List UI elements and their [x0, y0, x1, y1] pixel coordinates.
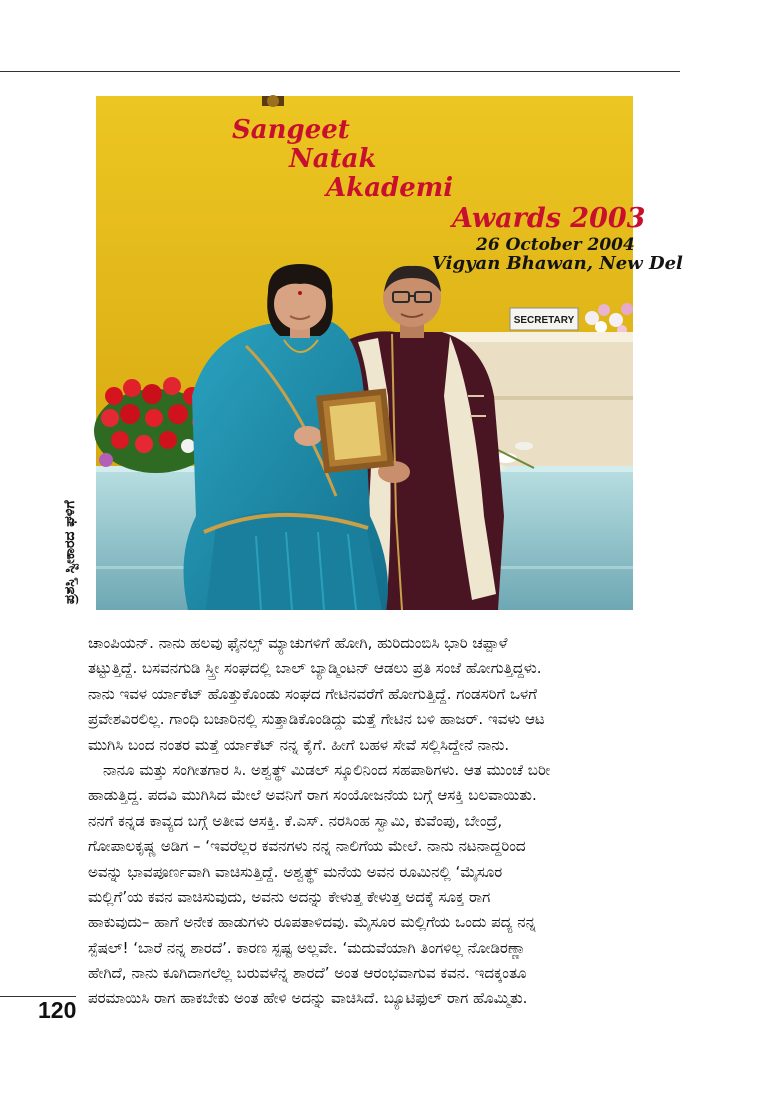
text-line: ಪರಮಾಯಿಸಿ ರಾಗ ಹಾಕಬೇಕು ಅಂತ ಹೇಳಿ ಅದನ್ನು ವಾಚಿಸಿದೆ. ಬ್ಯೂಟಿಫುಲ್ ರಾಗ ಹೊಮ್ಮಿತು. — [88, 989, 528, 1008]
text-line: ಚಾಂಪಿಯನ್. ನಾನು ಹಲವು ಫೈನಲ್ಸ್ ಮ್ಯಾಚುಗಳಿಗೆ ಹೋಗಿ, ಹುರಿದುಂಬಿಸಿ ಭಾರಿ ಚಪ್ಪಾಳೆ — [88, 634, 508, 652]
award-plaque — [316, 388, 394, 473]
secretary-sign — [510, 308, 578, 330]
banner-sangeet: Sangeet — [232, 115, 350, 145]
text-line: ಮಲ್ಲಿಗೆ’ಯ ಕವನ ವಾಚಿಸುವುದು, ಅವನು ಅದನ್ನು ಕೇಳುತ್ತ ಕೇಳುತ್ತ ಅದಕ್ಕೆ ಸೂಕ್ತ ರಾಗ — [88, 887, 491, 906]
secretary-sign-text: SECRETARY — [513, 315, 575, 326]
text-line: ಹೇಗಿದೆ, ನಾನು ಕೂಗಿದಾಗಲೆಲ್ಲ ಬರುವಳೆನ್ನ ಶಾರದೆ’ ಅಂತ ಆರಂಭವಾಗುವ ಕವನ. ಇದಕ್ಕಂತೂ — [88, 964, 527, 983]
text-line: ಗೋಪಾಲಕೃಷ್ಣ ಅಡಿಗ – ‘ಇವರೆಲ್ಲರ ಕವನಗಳು ನನ್ನ ನಾಲಿಗೆಯ ಮೇಲೆ. ನಾನು ನಟನಾದ್ದರಿಂದ — [88, 837, 526, 856]
text-line: ನಾನೂ ಮತ್ತು ಸಂಗೀತಗಾರ ಸಿ. ಅಶ್ವತ್ಥ್ ಮಿಡಲ್ ಸ್ಕೂಲಿನಿಂದ ಸಹಪಾಠಿಗಳು. ಆತ ಮುಂಚೆ ಬರೀ — [103, 760, 551, 779]
text-line: ಮುಗಿಸಿ ಬಂದ ನಂತರ ಮತ್ತೆ ರ್ಯಾಕೆಟ್ ನನ್ನ ಕೈಗೆ. ಹೀಗೆ ಬಹಳ ಸೇವೆ ಸಲ್ಲಿಸಿದ್ದೇನೆ ನಾನು. — [88, 735, 510, 754]
woman-hand — [294, 426, 322, 446]
text-line: ಹಾಕುವುದು– ಹಾಗೆ ಅನೇಕ ಹಾಡುಗಳು ರೂಪತಾಳಿದವು. ಮೈಸೂರ ಮಲ್ಲಿಗೆಯ ಒಂದು ಪದ್ಯ ನನ್ನ — [88, 913, 536, 932]
body-text — [88, 631, 688, 1012]
text-line: ಸ್ಪೆಷಲ್! ‘ಬಾರೆ ನನ್ನ ಶಾರದೆ’. ಕಾರಣ ಸ್ಪಷ್ಟ ಅಲ್ಲವೇ. ‘ಮದುವೆಯಾಗಿ ತಿಂಗಳಿಲ್ಲ ನೋಡಿರಣ್ಣಾ — [88, 938, 526, 957]
text-line: ತಟ್ಟುತ್ತಿದ್ದೆ. ಬಸವನಗುಡಿ ಸ್ತ್ರೀ ಸಂಘದಲ್ಲಿ ಬಾಲ್ ಬ್ಯಾಡ್ಮಿಂಟನ್ ಆಡಲು ಪ್ರತಿ ಸಂಜೆ ಹೋಗುತ್ತಿದ್ದಳು. — [88, 659, 542, 678]
page-number: 120 — [38, 997, 77, 1023]
text-line: ನನಗೆ ಕನ್ನಡ ಕಾವ್ಯದ ಬಗ್ಗೆ ಅತೀವ ಆಸಕ್ತಿ. ಕೆ.ಎಸ್. ನರಸಿಂಹ ಸ್ವಾಮಿ, ಕುವೆಂಪು, ಬೇಂದ್ರೆ, — [88, 811, 503, 830]
side-caption: ಪ್ರಶಸ್ತಿ ಸ್ವೀಕಾರದ ಘಳಿಗೆ — [62, 500, 78, 604]
text-line: ಪ್ರವೇಶವಿರಲಿಲ್ಲ. ಗಾಂಧಿ ಬಜಾರಿನಲ್ಲಿ ಸುತ್ತಾಡಿಕೊಂಡಿದ್ದು ಮತ್ತೆ ಗೇಟಿನ ಬಳಿ ಹಾಜರ್. ಇವಳು ಆಟ — [88, 710, 545, 729]
akademi-emblem — [262, 95, 284, 107]
text-line: ಹಾಡುತ್ತಿದ್ದ. ಪದವಿ ಮುಗಿಸಿದ ಮೇಲೆ ಅವನಿಗೆ ರಾಗ ಸಂಯೋಜನೆಯ ಬಗ್ಗೆ ಆಸಕ್ತಿ ಬಲವಾಯಿತು. — [88, 786, 537, 805]
banner-awards: Awards 2003 — [452, 203, 646, 234]
banner-date: 26 October 2004 — [476, 235, 635, 255]
award-photo — [96, 96, 683, 610]
text-line: ಅವನ್ನು ಭಾವಪೂರ್ಣವಾಗಿ ವಾಚಿಸುತ್ತಿದ್ದೆ. ಅಶ್ವತ್ಥ್ ಮನೆಯ ಅವನ ರೂಮಿನಲ್ಲಿ ‘ಮೈಸೂರ — [88, 862, 503, 881]
banner-akademi: Akademi — [326, 173, 454, 203]
banner-venue: Vigyan Bhawan, New Del — [432, 253, 683, 274]
woman-head — [267, 264, 333, 338]
text-line: ನಾನು ಇವಳ ರ್ಯಾಕೆಟ್ ಹೊತ್ತುಕೊಂಡು ಸಂಘದ ಗೇಟಿನವರೆಗೆ ಹೋಗುತ್ತಿದ್ದೆ. ಗಂಡಸರಿಗೆ ಒಳಗೆ — [88, 684, 537, 703]
banner-natak: Natak — [289, 144, 377, 174]
top-rule — [0, 71, 680, 72]
award-photo-drawing — [96, 96, 683, 610]
